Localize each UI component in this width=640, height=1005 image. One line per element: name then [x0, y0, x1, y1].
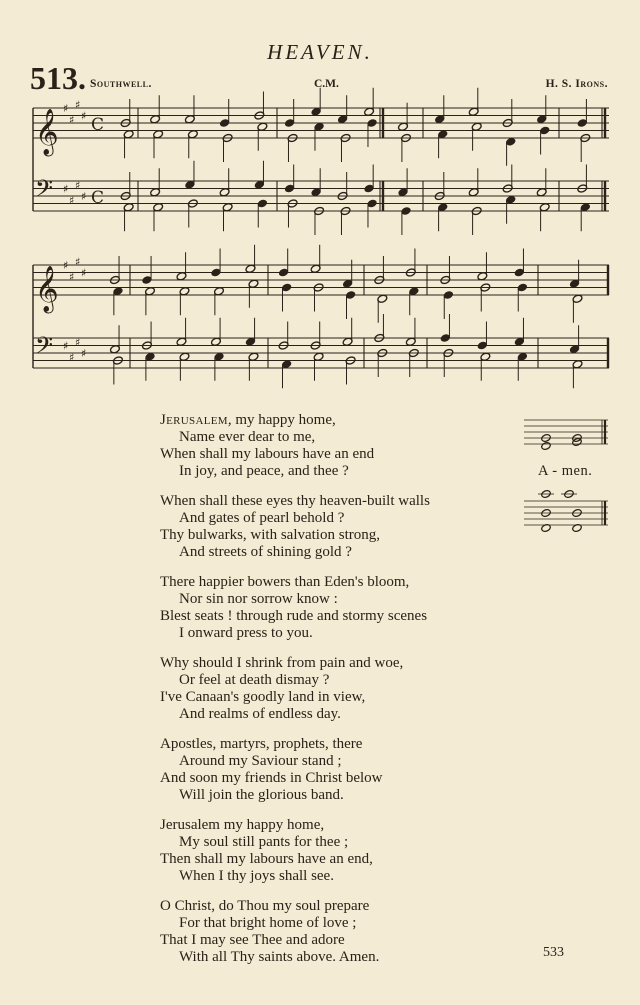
sharp-sign: ♯: [69, 193, 75, 207]
stanza-line: When shall these eyes thy heaven-built walls: [160, 493, 430, 509]
stanza-line: Name ever dear to me,: [179, 429, 316, 445]
sharp-sign: ♯: [69, 113, 75, 127]
stanza-line: Why should I shrink from pain and woe,: [160, 655, 404, 671]
note-head: [541, 441, 552, 450]
stanza-line: Jerusalem, my happy home,: [160, 412, 336, 428]
hymn-text: [160, 412, 520, 979]
sharp-sign: ♯: [81, 347, 87, 360]
stanza-line: Then shall my labours have an end,: [160, 851, 373, 867]
stanza: [160, 736, 520, 804]
stanza: [160, 817, 520, 885]
note-head: [572, 437, 583, 446]
sharp-sign: ♯: [81, 190, 87, 203]
sharp-sign: ♯: [63, 102, 69, 115]
hymn-number: 513.: [30, 60, 86, 96]
stanza-line: Nor sin nor sorrow know :: [179, 591, 338, 607]
stanza-line: That I may see Thee and adore: [160, 932, 345, 948]
stanza-line: And soon my friends in Christ below: [160, 770, 383, 786]
sharp-sign: ♯: [63, 259, 69, 272]
music-system: [33, 245, 609, 389]
stanza-line: Jerusalem my happy home,: [160, 817, 325, 833]
treble-clef: 𝄞: [35, 109, 59, 155]
sharp-sign: ♯: [75, 335, 81, 349]
sharp-sign: ♯: [69, 350, 75, 364]
meter: C.M.: [314, 78, 339, 90]
sharp-sign: ♯: [75, 178, 81, 192]
stanza-line: For that bright home of love ;: [179, 915, 357, 931]
stanza-line: And realms of endless day.: [179, 706, 341, 722]
stanza-line: Or feel at death dismay ?: [179, 672, 330, 688]
stanza: [160, 493, 520, 561]
bass-clef: 𝄢: [35, 331, 54, 365]
tune-name: Southwell.: [90, 78, 152, 90]
stanza: [160, 412, 520, 480]
stanza-line: When I thy joys shall see.: [179, 868, 334, 884]
stanza: [160, 898, 520, 966]
time-signature: C: [91, 114, 105, 135]
time-signature: C: [91, 187, 105, 208]
stanza-line: And streets of shining gold ?: [179, 544, 352, 560]
sharp-sign: ♯: [63, 182, 69, 196]
sharp-sign: ♯: [81, 266, 87, 280]
sharp-sign: ♯: [81, 109, 87, 123]
bass-clef: 𝄢: [35, 174, 54, 208]
stanza-line: Blest seats ! through rude and stormy scenes: [160, 608, 428, 624]
stanza-line: Thy bulwarks, with salvation strong,: [160, 527, 380, 543]
stanza: [160, 574, 520, 642]
music-score: [0, 0, 640, 400]
sharp-sign: ♯: [75, 255, 81, 269]
amen-label: A - men.: [538, 463, 593, 479]
stanza-line: With all Thy saints above. Amen.: [179, 949, 380, 965]
stanza: [160, 655, 520, 723]
stanza-line: And gates of pearl behold ?: [179, 510, 345, 526]
stanza-line: My soul still pants for thee ;: [179, 834, 349, 850]
composer: H. S. Irons.: [545, 78, 608, 90]
stanza-line: Apostles, martyrs, prophets, there: [160, 736, 363, 752]
stanza-line: I onward press to you.: [179, 625, 313, 641]
section-title: HEAVEN.: [267, 40, 373, 64]
stanza-line: Around my Saviour stand ;: [179, 753, 342, 769]
sharp-sign: ♯: [75, 98, 81, 112]
stanza-line: There happier bowers than Eden's bloom,: [160, 574, 410, 590]
page-number: 533: [543, 945, 564, 960]
treble-clef: 𝄞: [35, 266, 59, 312]
sharp-sign: ♯: [69, 270, 75, 284]
stanza-line: In joy, and peace, and thee ?: [179, 463, 349, 479]
stanza-line: When shall my labours have an end: [160, 446, 375, 462]
stanza-line: I've Canaan's goodly land in view,: [160, 689, 366, 705]
stanza-line: Will join the glorious band.: [179, 787, 344, 803]
stanza-line: O Christ, do Thou my soul prepare: [160, 898, 370, 914]
music-system: [33, 88, 609, 235]
sharp-sign: ♯: [63, 339, 69, 353]
